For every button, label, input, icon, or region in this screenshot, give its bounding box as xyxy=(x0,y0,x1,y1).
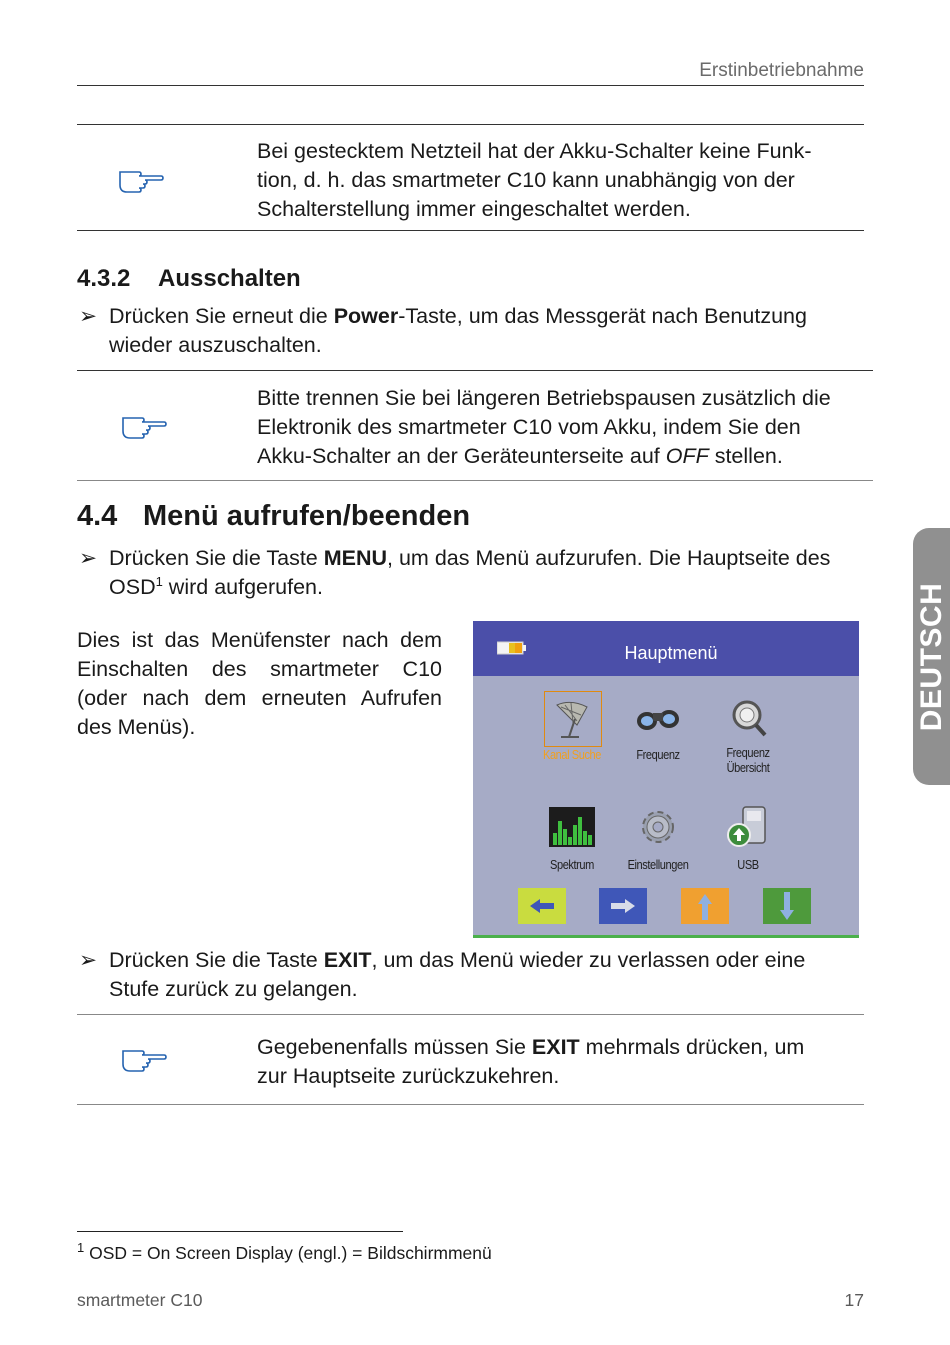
selection-frame xyxy=(544,691,602,747)
menu-description xyxy=(77,626,442,742)
paragraph-line: des Menüs). xyxy=(77,715,196,739)
note-rule-top xyxy=(77,124,864,125)
osd-item-frequency xyxy=(613,693,703,762)
note-1 xyxy=(257,137,811,224)
footer-product: smartmeter C10 xyxy=(77,1290,203,1310)
arrow-bullet-icon: ➢ xyxy=(79,948,98,972)
footnote-text: OSD = On Screen Display (engl.) = Bildschirmmenü xyxy=(84,1243,492,1263)
bullet-exit xyxy=(79,946,879,1004)
section-heading-44 xyxy=(77,500,470,533)
footnote xyxy=(77,1240,492,1264)
spectrum-icon xyxy=(547,803,597,851)
header-rule xyxy=(77,85,864,86)
bullet-text: , um das Menü wieder zu verlassen oder eine xyxy=(371,948,806,972)
note-2-line: Bitte trennen Sie bei längeren Betriebspausen zusätzlich die xyxy=(257,386,831,410)
note-3-text: Gegebenenfalls müssen Sie xyxy=(257,1035,532,1059)
bullet-keyword: MENU xyxy=(323,546,388,570)
bullet-text: Drücken Sie erneut die xyxy=(109,304,334,328)
note-1-line: tion, d. h. das smartmeter C10 kann unabhängig von der xyxy=(257,168,795,192)
osd-bottom-line xyxy=(473,935,859,938)
footnote-mark: 1 xyxy=(77,1240,85,1256)
pointing-hand-icon xyxy=(117,163,167,193)
note-2-line: Elektronik des smartmeter C10 vom Akku, indem Sie den xyxy=(257,415,801,439)
note-3-line: zur Hauptseite zurückzukehren. xyxy=(257,1064,560,1088)
running-header: Erstinbetriebnahme xyxy=(699,60,864,81)
bullet-text: Drücken Sie die Taste xyxy=(109,546,324,570)
osd-item-spectrum xyxy=(527,803,617,872)
section-title: Ausschalten xyxy=(158,265,301,292)
arrow-down-icon xyxy=(763,888,811,924)
bullet-keyword: EXIT xyxy=(323,948,372,972)
section-heading-432 xyxy=(77,265,301,293)
note-3-keyword: EXIT xyxy=(531,1035,580,1059)
section-number: 4.3.2 xyxy=(77,265,131,292)
bullet-text: wieder auszuschalten. xyxy=(109,333,322,357)
bullet-text: -Taste, um das Messgerät nach Benutzung xyxy=(398,304,807,328)
bullet-keyword: Power xyxy=(333,304,399,328)
paragraph-line: Dies ist das Menüfenster nach dem xyxy=(77,628,442,652)
paragraph-line: (oder nach dem erneuten Aufrufen xyxy=(77,686,442,710)
bullet-text: wird aufgerufen. xyxy=(162,575,323,599)
osd-title: Hauptmenü xyxy=(624,643,718,663)
note-2-text: stellen. xyxy=(708,444,783,468)
osd-title-bar xyxy=(473,621,859,676)
note-1-line: Bei gestecktem Netzteil hat der Akku-Schalter keine Funk- xyxy=(257,139,812,163)
note-rule-top xyxy=(77,1014,864,1015)
section-number: 4.4 xyxy=(77,500,118,532)
note-2-emphasis: OFF xyxy=(665,444,709,468)
bullet-menu xyxy=(79,544,879,602)
note-rule-bottom xyxy=(77,480,873,481)
footnote-rule xyxy=(77,1231,403,1232)
section-title: Menü aufrufen/beenden xyxy=(143,500,471,532)
gear-icon xyxy=(633,803,683,851)
osd-item-label: USB xyxy=(737,857,759,872)
pointing-hand-icon xyxy=(120,409,170,439)
arrow-bullet-icon: ➢ xyxy=(79,304,98,328)
osd-item-label: Kanal Suche xyxy=(542,747,601,762)
osd-item-settings xyxy=(613,803,703,872)
osd-item-label: Spektrum xyxy=(550,857,594,872)
note-3-line xyxy=(257,1033,804,1062)
note-rule-top xyxy=(77,370,873,371)
note-3 xyxy=(257,1033,804,1091)
arrow-bullet-icon: ➢ xyxy=(79,546,98,570)
page-number: 17 xyxy=(844,1290,864,1310)
arrow-up-icon xyxy=(681,888,729,924)
note-rule-bottom xyxy=(77,1104,864,1105)
magnifier-icon xyxy=(723,693,773,741)
osd-item-label: Einstellungen xyxy=(627,857,689,872)
pointing-hand-icon xyxy=(120,1042,170,1072)
usb-drive-icon xyxy=(723,803,773,851)
bullet-text: Drücken Sie die Taste xyxy=(109,948,324,972)
bullet-text: , um das Menü aufzurufen. Die Hauptseite des xyxy=(387,546,831,570)
note-3-text: mehrmals drücken, um xyxy=(579,1035,805,1059)
binoculars-icon xyxy=(633,693,683,741)
osd-main-menu-screenshot xyxy=(473,621,859,938)
bullet-power xyxy=(79,302,879,360)
language-tab[interactable] xyxy=(913,528,950,785)
bullet-text: OSD xyxy=(109,575,156,599)
note-2-text: Akku-Schalter an der Geräteunterseite auf xyxy=(257,444,666,468)
arrow-right-icon xyxy=(599,888,647,924)
paragraph-line: Einschalten des smartmeter C10 xyxy=(77,657,442,681)
note-rule-bottom xyxy=(77,230,864,231)
osd-item-frequency-overview xyxy=(703,693,793,775)
osd-item-label: Frequenz Übersicht xyxy=(726,745,770,775)
arrow-left-icon xyxy=(518,888,566,924)
osd-item-usb xyxy=(703,803,793,872)
osd-item-label: Frequenz xyxy=(636,747,680,762)
note-2-line xyxy=(257,442,831,471)
bullet-text: Stufe zurück zu gelangen. xyxy=(109,977,358,1001)
note-2 xyxy=(257,384,831,471)
language-tab-label: DEUTSCH xyxy=(914,582,948,731)
footnote-ref[interactable]: 1 xyxy=(155,573,163,589)
note-1-line: Schalterstellung immer eingeschaltet werden. xyxy=(257,197,691,221)
osd-item-channel-search xyxy=(527,693,617,762)
